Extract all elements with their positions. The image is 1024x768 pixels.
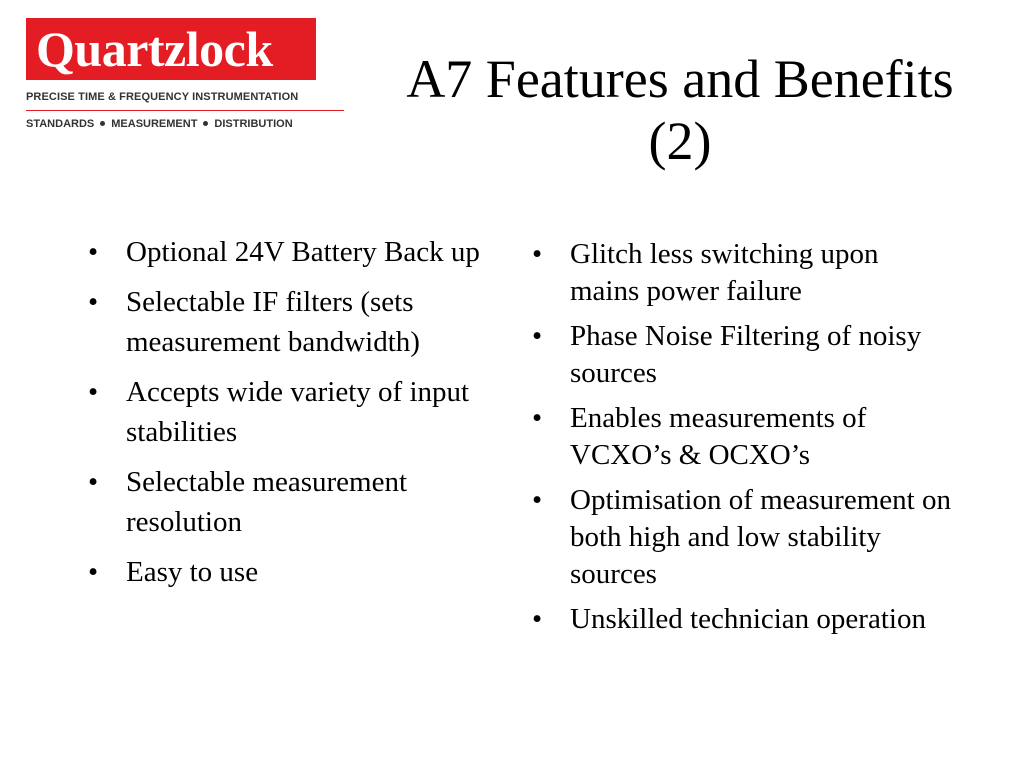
right-bullet-list bbox=[532, 236, 952, 646]
logo-tagline-measurement: MEASUREMENT bbox=[111, 118, 198, 130]
bullet-icon: • bbox=[88, 286, 99, 318]
bullet-icon: • bbox=[532, 603, 543, 635]
list-item bbox=[532, 400, 952, 474]
list-item-text: Accepts wide variety of input stabilities bbox=[126, 376, 470, 448]
logo-divider bbox=[26, 110, 344, 111]
logo-red-box bbox=[26, 18, 316, 80]
list-item-text: Unskilled technician operation bbox=[570, 603, 926, 635]
bullet-icon: • bbox=[88, 466, 99, 498]
list-item bbox=[88, 462, 488, 542]
logo-tagline-primary: PRECISE TIME & FREQUENCY INSTRUMENTATION bbox=[26, 91, 299, 103]
list-item bbox=[88, 232, 488, 272]
bullet-icon: • bbox=[532, 484, 543, 516]
list-item bbox=[88, 552, 488, 592]
list-item bbox=[532, 318, 952, 392]
quartzlock-logo bbox=[26, 18, 344, 138]
bullet-icon: • bbox=[532, 320, 543, 352]
list-item bbox=[88, 282, 488, 362]
list-item-text: Glitch less switching upon mains power failure bbox=[570, 238, 879, 307]
bullet-dot-icon bbox=[100, 121, 105, 126]
bullet-icon: • bbox=[532, 238, 543, 270]
logo-tagline-distribution: DISTRIBUTION bbox=[214, 118, 293, 130]
logo-wordmark: Quartzlock bbox=[36, 21, 273, 77]
slide-title-line-1: A7 Features and Benefits bbox=[406, 49, 954, 109]
list-item-text: Optimisation of measurement on both high and low stability sources bbox=[570, 484, 951, 590]
list-item bbox=[532, 482, 952, 593]
list-item-text: Phase Noise Filtering of noisy sources bbox=[570, 320, 922, 389]
list-item bbox=[532, 601, 952, 638]
list-item-text: Optional 24V Battery Back up bbox=[126, 236, 480, 268]
list-item-text: Easy to use bbox=[126, 556, 259, 588]
list-item bbox=[532, 236, 952, 310]
bullet-icon: • bbox=[88, 556, 99, 588]
list-item-text: Enables measurements of VCXO’s & OCXO’s bbox=[570, 402, 867, 471]
list-item-text: Selectable IF filters (sets measurement bandwidth) bbox=[126, 286, 420, 358]
logo-tagline-secondary bbox=[26, 118, 293, 130]
left-bullet-list bbox=[88, 232, 488, 602]
bullet-icon: • bbox=[88, 376, 99, 408]
bullet-icon: • bbox=[88, 236, 99, 268]
slide-title-line-2: (2) bbox=[648, 111, 712, 171]
list-item bbox=[88, 372, 488, 452]
list-item-text: Selectable measurement resolution bbox=[126, 466, 408, 538]
bullet-dot-icon bbox=[203, 121, 208, 126]
slide-title bbox=[350, 48, 1010, 172]
logo-tagline-standards: STANDARDS bbox=[26, 118, 95, 130]
bullet-icon: • bbox=[532, 402, 543, 434]
